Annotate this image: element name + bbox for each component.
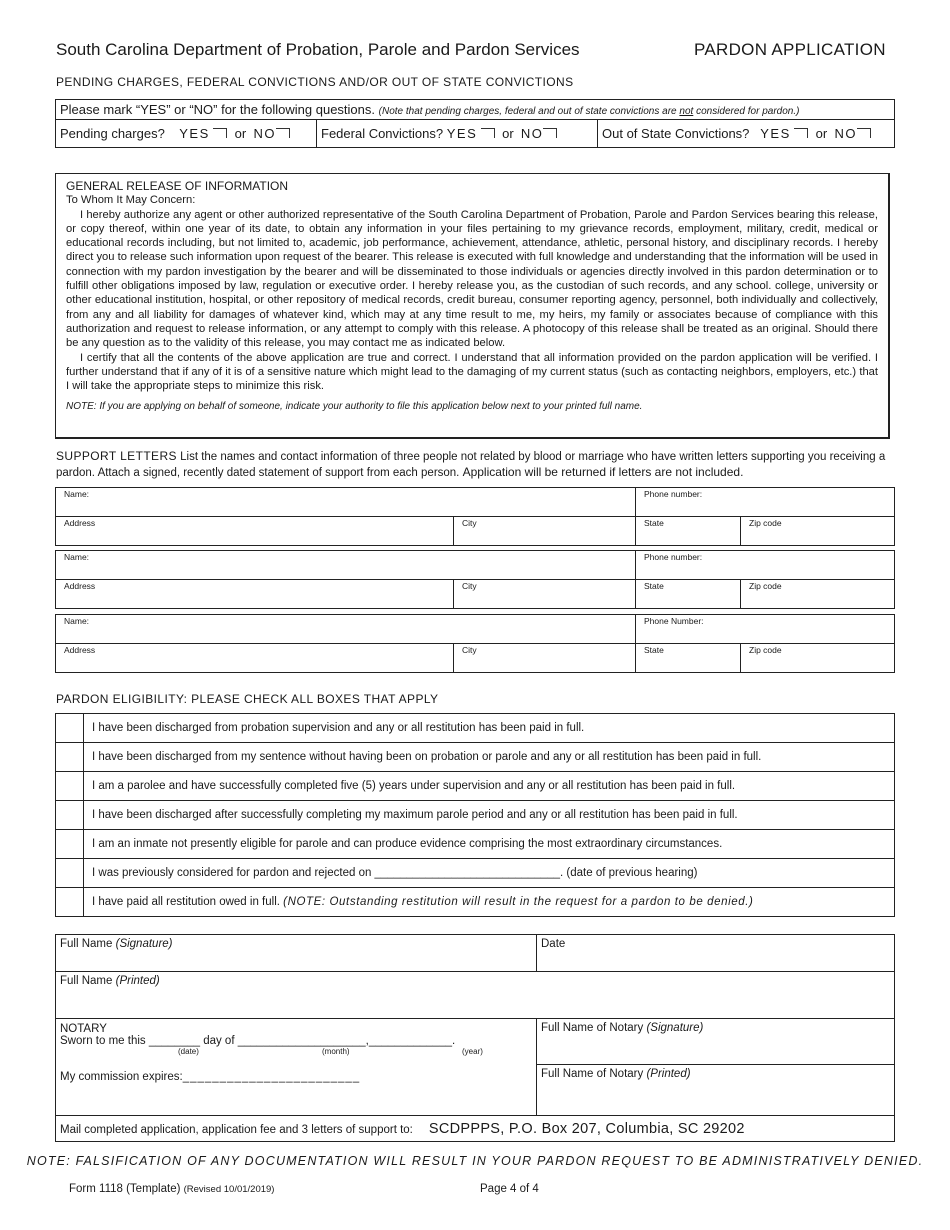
support-2-state-field[interactable]: State bbox=[636, 580, 741, 609]
out-of-state-yes-checkbox[interactable] bbox=[794, 128, 808, 138]
pending-section-title: PENDING CHARGES, FEDERAL CONVICTIONS AND/OR OUT OF STATE CONVICTIONS bbox=[56, 75, 574, 89]
pending-charges-label: Pending charges? bbox=[60, 126, 165, 141]
eligibility-title: PARDON ELIGIBILITY: PLEASE CHECK ALL BOXES THAT APPLY bbox=[56, 692, 439, 706]
signature-table bbox=[55, 934, 895, 1142]
eligibility-item-7: I have paid all restitution owed in full. (NOTE: Outstanding restitution will result in the request for a pardon to be denied.) bbox=[84, 888, 895, 917]
mail-label: Mail completed application, application fee and 3 letters of support to: bbox=[60, 1123, 413, 1136]
support-3-phone-field[interactable]: Phone Number: bbox=[636, 615, 895, 644]
support-2-phone-field[interactable]: Phone number: bbox=[636, 551, 895, 580]
support-2-name-field[interactable]: Name: bbox=[56, 551, 636, 580]
support-3-state-field[interactable]: State bbox=[636, 644, 741, 673]
pending-questions-table bbox=[55, 99, 895, 148]
eligibility-checkbox-3[interactable] bbox=[56, 772, 84, 801]
pending-charges-cell: Pending charges? YES or NO bbox=[56, 120, 317, 148]
pending-yes-checkbox[interactable] bbox=[213, 128, 227, 138]
form-title: PARDON APPLICATION bbox=[694, 40, 886, 59]
out-of-state-cell: Out of State Convictions? YES or NO bbox=[598, 120, 895, 148]
support-3-name-field[interactable]: Name: bbox=[56, 615, 636, 644]
support-title: SUPPORT LETTERS bbox=[56, 449, 177, 463]
support-contact-3 bbox=[55, 614, 895, 673]
support-1-address-field[interactable]: Address bbox=[56, 517, 454, 546]
notary-section: NOTARY Sworn to me this ________ day of ____________________,_____________. (date) (month) (year) My commission expires:________________________ bbox=[56, 1019, 537, 1116]
eligibility-checkbox-4[interactable] bbox=[56, 801, 84, 830]
pending-no-checkbox[interactable] bbox=[276, 128, 290, 138]
support-2-address-field[interactable]: Address bbox=[56, 580, 454, 609]
general-release-box bbox=[55, 173, 890, 439]
support-1-city-field[interactable]: City bbox=[454, 517, 636, 546]
release-title: GENERAL RELEASE OF INFORMATION bbox=[66, 179, 289, 193]
mailing-row bbox=[56, 1116, 895, 1142]
support-1-state-field[interactable]: State bbox=[636, 517, 741, 546]
support-3-city-field[interactable]: City bbox=[454, 644, 636, 673]
support-2-city-field[interactable]: City bbox=[454, 580, 636, 609]
support-warning: Application will be returned if letters are not included. bbox=[462, 464, 744, 479]
form-id: Form 1118 (Template) (Revised 10/01/2019) bbox=[69, 1183, 275, 1195]
release-salutation: To Whom It May Concern: bbox=[66, 194, 196, 207]
eligibility-checkbox-7[interactable] bbox=[56, 888, 84, 917]
out-of-state-label: Out of State Convictions? bbox=[602, 126, 750, 141]
federal-convictions-cell: Federal Convictions? YES or NO bbox=[317, 120, 598, 148]
falsification-warning: NOTE: FALSIFICATION OF ANY DOCUMENTATION WILL RESULT IN YOUR PARDON REQUEST TO BE ADMINISTRATIVELY DENIED. bbox=[26, 1154, 924, 1168]
page-number: Page 4 of 4 bbox=[480, 1183, 539, 1195]
eligibility-item-2: I have been discharged from my sentence without having been on probation or parole and any or all restitution has been paid in full. bbox=[84, 743, 895, 772]
support-1-zip-field[interactable]: Zip code bbox=[741, 517, 895, 546]
notary-printed-field[interactable]: Full Name of Notary (Printed) bbox=[537, 1065, 895, 1116]
pending-instruction-row bbox=[56, 100, 895, 120]
federal-convictions-label: Federal Convictions? bbox=[321, 126, 444, 141]
eligibility-item-6: I was previously considered for pardon and rejected on _____________________________. (date of previous hearing) bbox=[84, 859, 895, 888]
date-field[interactable]: Date bbox=[537, 935, 895, 972]
out-of-state-no-checkbox[interactable] bbox=[857, 128, 871, 138]
release-paragraph-1: I hereby authorize any agent or other authorized representative of the South Carolina Department of Probation, Parole and Pardon Services bearing this release, or copy thereof, within one year of its date, to obtain any information in your files pertaining to my grievance records, employment, military, credit, medical or educational records including, but not limited to, academic, job performance, achievement, attendance, athletic, personal history, and disciplinary records. I hereby direct you to release such information upon request of the bearer. This release is executed with full knowledge and understanding that the information will be used in connection with my pardon investigation by the bearer and will be disseminated to those individuals or agencies directly involved in this pardon determination or to fulfill other obligations imposed by law, regulation or executive order. I hereby release you, as the custodian of such records, and any school. college, university or other educational institution, hospital, or other repository of medical records, credit bureau, consumer reporting agency, personnel, both individually and collectively, from any and all liability for damages of whatever kind, which may at any time result to me, my heirs, my family or associates because of compliance with this authorization and request to release information, or any attempt to comply with this release. A photocopy of this release shall be treated as an original. Should there be any question as to the validity of this release, you may contact me as indicated below. bbox=[66, 208, 878, 350]
federal-no-checkbox[interactable] bbox=[543, 128, 557, 138]
full-name-signature-field[interactable]: Full Name (Signature) bbox=[56, 935, 537, 972]
eligibility-checkbox-1[interactable] bbox=[56, 714, 84, 743]
eligibility-checkbox-5[interactable] bbox=[56, 830, 84, 859]
release-note: NOTE: If you are applying on behalf of someone, indicate your authority to file this application below next to your printed full name. bbox=[66, 401, 643, 413]
pending-note: (Note that pending charges, federal and out of state convictions are not considered for pardon.) bbox=[378, 106, 800, 117]
support-contact-2 bbox=[55, 550, 895, 609]
eligibility-table bbox=[55, 713, 895, 917]
support-1-phone-field[interactable]: Phone number: bbox=[636, 488, 895, 517]
pending-instruction: Please mark “YES” or “NO” for the following questions. bbox=[60, 102, 376, 117]
commission-expires-field[interactable]: My commission expires:________________________ bbox=[60, 1071, 361, 1083]
eligibility-item-4: I have been discharged after successfully completing my maximum parole period and any or all restitution has been paid in full. bbox=[84, 801, 895, 830]
sworn-line[interactable]: Sworn to me this ________ day of ____________________,_____________. bbox=[60, 1035, 456, 1047]
federal-yes-checkbox[interactable] bbox=[481, 128, 495, 138]
support-3-zip-field[interactable]: Zip code bbox=[741, 644, 895, 673]
support-3-address-field[interactable]: Address bbox=[56, 644, 454, 673]
eligibility-checkbox-6[interactable] bbox=[56, 859, 84, 888]
eligibility-item-1: I have been discharged from probation supervision and any or all restitution has been paid in full. bbox=[84, 714, 895, 743]
release-paragraph-2: I certify that all the contents of the above application are true and correct. I understand that all information provided on the pardon application will be verified. I further understand that if any of it is of a sensitive nature which might lead to the damaging of my current status (such as contacting neighbors, employers, etc.) that I will take the appropriate steps to minimize this risk. bbox=[66, 351, 878, 393]
eligibility-item-5: I am an inmate not presently eligible for parole and can produce evidence comprising the most extraordinary circumstances. bbox=[84, 830, 895, 859]
eligibility-item-3: I am a parolee and have successfully completed five (5) years under supervision and any or all restitution has been paid in full. bbox=[84, 772, 895, 801]
support-1-name-field[interactable]: Name: bbox=[56, 488, 636, 517]
support-intro: SUPPORT LETTERS List the names and contact information of three people not related by blood or marriage who have written letters supporting you receiving a pardon. Attach a signed, recently dated statement of support from each person. Application will be returned if letters are not included. bbox=[56, 449, 886, 479]
support-2-zip-field[interactable]: Zip code bbox=[741, 580, 895, 609]
full-name-printed-field[interactable]: Full Name (Printed) bbox=[56, 972, 895, 1019]
eligibility-checkbox-2[interactable] bbox=[56, 743, 84, 772]
agency-name: South Carolina Department of Probation, Parole and Pardon Services bbox=[56, 40, 580, 59]
notary-title: NOTARY bbox=[60, 1023, 107, 1035]
notary-signature-field[interactable]: Full Name of Notary (Signature) bbox=[537, 1019, 895, 1065]
mail-address: SCDPPPS, P.O. Box 207, Columbia, SC 29202 bbox=[428, 1120, 745, 1137]
support-contact-1 bbox=[55, 487, 895, 546]
